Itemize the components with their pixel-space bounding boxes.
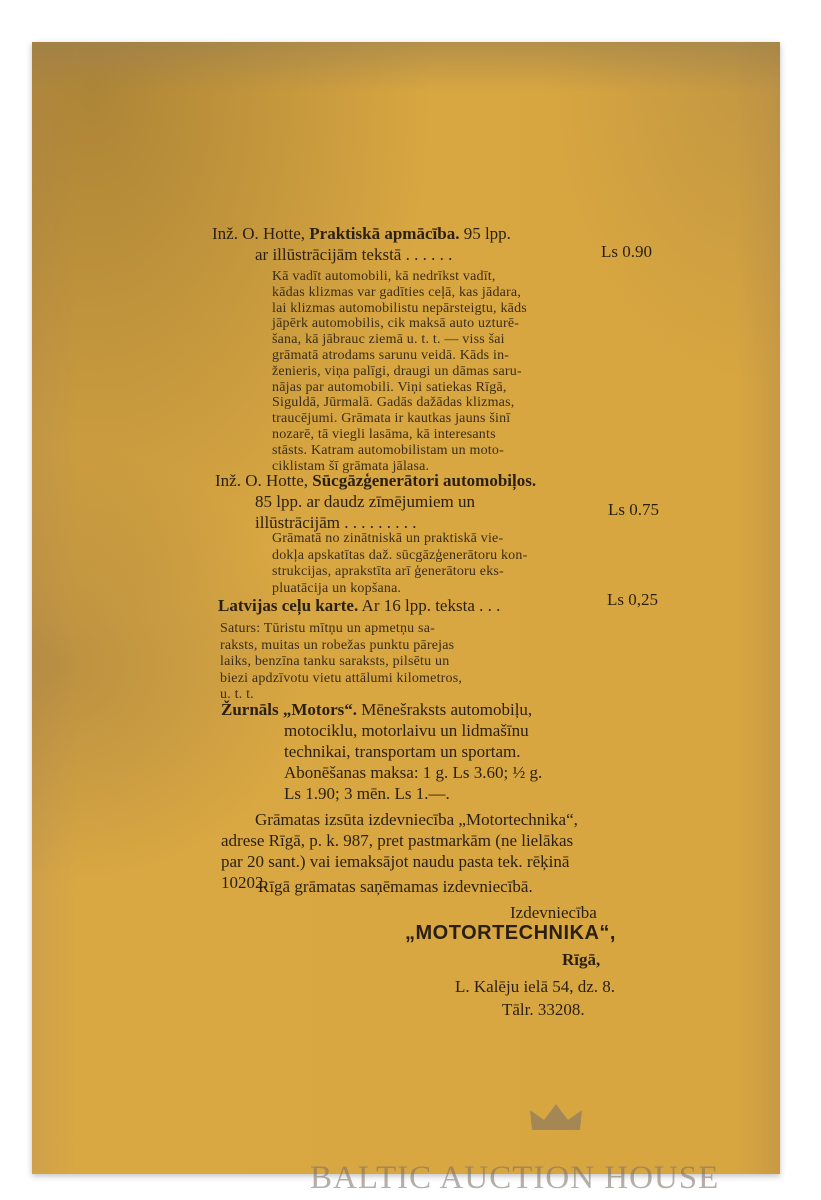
entry-1-pages: 95 lpp. — [463, 224, 511, 243]
entry-2-description-line: strukcijas, aprakstīta arī ģenerātoru eks- — [272, 564, 504, 579]
worn-edge — [32, 42, 780, 92]
entry-1-description-line: nājas par automobili. Viņi satiekas Rīgā, — [272, 379, 507, 395]
entry-1-description-line: Siguldā, Jūrmalā. Gadās dažādas klizmas, — [272, 395, 515, 411]
entry-3-title: Latvijas ceļu karte. — [218, 596, 359, 615]
journal-line-1 — [221, 700, 532, 720]
entry-3-line-1 — [218, 596, 500, 616]
publisher-name: „MOTORTECHNIKA“, — [405, 922, 616, 944]
entry-3-description-line: Saturs: Tūristu mītņu un apmetņu sa- — [220, 621, 435, 636]
entry-2-title: Sūcgāzģenerātori automobiļos. — [312, 471, 537, 490]
entry-2-description-line: pluatācija un kopšana. — [272, 580, 402, 596]
entry-1-description-line: kādas klizmas var gadīties ceļā, kas jādara, — [272, 284, 522, 300]
journal-line-5: Ls 1.90; 3 mēn. Ls 1.—. — [284, 784, 450, 803]
entry-1-description-line: traucējumi. Grāmata ir kautkas jauns šinī — [272, 411, 511, 427]
ordering-line-2: adrese Rīgā, p. k. 987, pret pastmarkām (ne lielākas — [221, 831, 574, 850]
ordering-line-3: par 20 sant.) vai iemaksājot naudu pasta tek. rēķinā — [221, 852, 570, 871]
entry-1-description-line: Kā vadīt automobili, kā nedrīkst vadīt, — [272, 269, 496, 284]
entry-3-description-line: raksts, muitas un robežas punktu pārejas — [220, 637, 455, 653]
publisher-label: Izdevniecība — [510, 903, 597, 922]
entry-2-line-1 — [215, 471, 536, 491]
journal-line-4: Abonēšanas maksa: 1 g. Ls 3.60; ½ g. — [284, 763, 543, 782]
publisher-phone: Tālr. 33208. — [502, 1000, 585, 1019]
ordering-line-1: Grāmatas izsūta izdevniecība „Motortechnika“, — [255, 810, 578, 829]
entry-1-description-line: grāmatā atrodams sarunu veidā. Kāds in- — [272, 348, 510, 363]
publisher-city: Rīgā, — [562, 950, 601, 969]
entry-1-line-1 — [212, 224, 511, 244]
journal-line-text-0: Mēnešraksts automobiļu, — [361, 700, 533, 719]
entry-1-description-line: jāpērk automobilis, cik maksā auto uzturē- — [272, 316, 520, 332]
watermark-text: BALTIC AUCTION HOUSE — [310, 1160, 720, 1196]
entry-1-price: Ls 0.90 — [601, 242, 652, 261]
publisher-address: L. Kalēju ielā 54, dz. 8. — [455, 977, 616, 996]
entry-1-description-line: nozarē, tā viegli lasāma, kā interesants — [272, 427, 496, 442]
ordering-line-4: 10202. — [221, 873, 268, 892]
entry-2-description-line: dokļa apskatītas daž. sūcgāzģenerātoru kon- — [272, 547, 528, 563]
entry-1-description-line: lai klizmas automobilistu nepārsteigtu, kāds — [272, 300, 527, 316]
entry-1-description-line: ženieris, viņa palīgi, draugi un dāmas saru- — [272, 363, 522, 379]
entry-1-description-line: šana, kā jābrauc ziemā u. t. t. — viss šai — [272, 332, 505, 348]
entry-1-description-line: stāsts. Katram automobilistam un moto- — [272, 442, 504, 458]
journal-title: Žurnāls „Motors“. — [221, 700, 357, 719]
entry-2-description-line: Grāmatā no zinātniskā un praktiskā vie- — [272, 531, 504, 546]
entry-1-line-2: ar illūstrācijām tekstā . . . . . . — [255, 245, 453, 264]
entry-1-author: Inž. O. Hotte, — [212, 224, 306, 243]
journal-line-3: technikai, transportam un sportam. — [284, 742, 521, 761]
entry-3-description-line: u. t. t. — [220, 687, 254, 702]
entry-1-title: Praktiskā apmācība. — [309, 224, 460, 243]
entry-2-line-3: illūstrācijām . . . . . . . . . — [255, 513, 417, 532]
crown-icon — [528, 1100, 584, 1136]
journal-line-2: motociklu, motorlaivu un lidmašīnu — [284, 721, 529, 740]
entry-2-price: Ls 0.75 — [608, 500, 659, 519]
entry-3-pages: Ar 16 lpp. teksta . . . — [361, 596, 501, 615]
ordering-line-5: Rīgā grāmatas saņēmamas izdevniecībā. — [258, 877, 533, 896]
entry-2-author: Inž. O. Hotte, — [215, 471, 309, 490]
entry-1-description-line: ciklistam šī grāmata jālasa. — [272, 458, 430, 474]
entry-3-description-line: biezi apdzīvotu vietu attālumi kilometros, — [220, 670, 463, 686]
entry-2-line-2: 85 lpp. ar daudz zīmējumiem un — [255, 492, 475, 511]
entry-3-price: Ls 0,25 — [607, 590, 658, 609]
entry-3-description-line: laiks, benzīna tanku saraksts, pilsētu un — [220, 654, 450, 669]
